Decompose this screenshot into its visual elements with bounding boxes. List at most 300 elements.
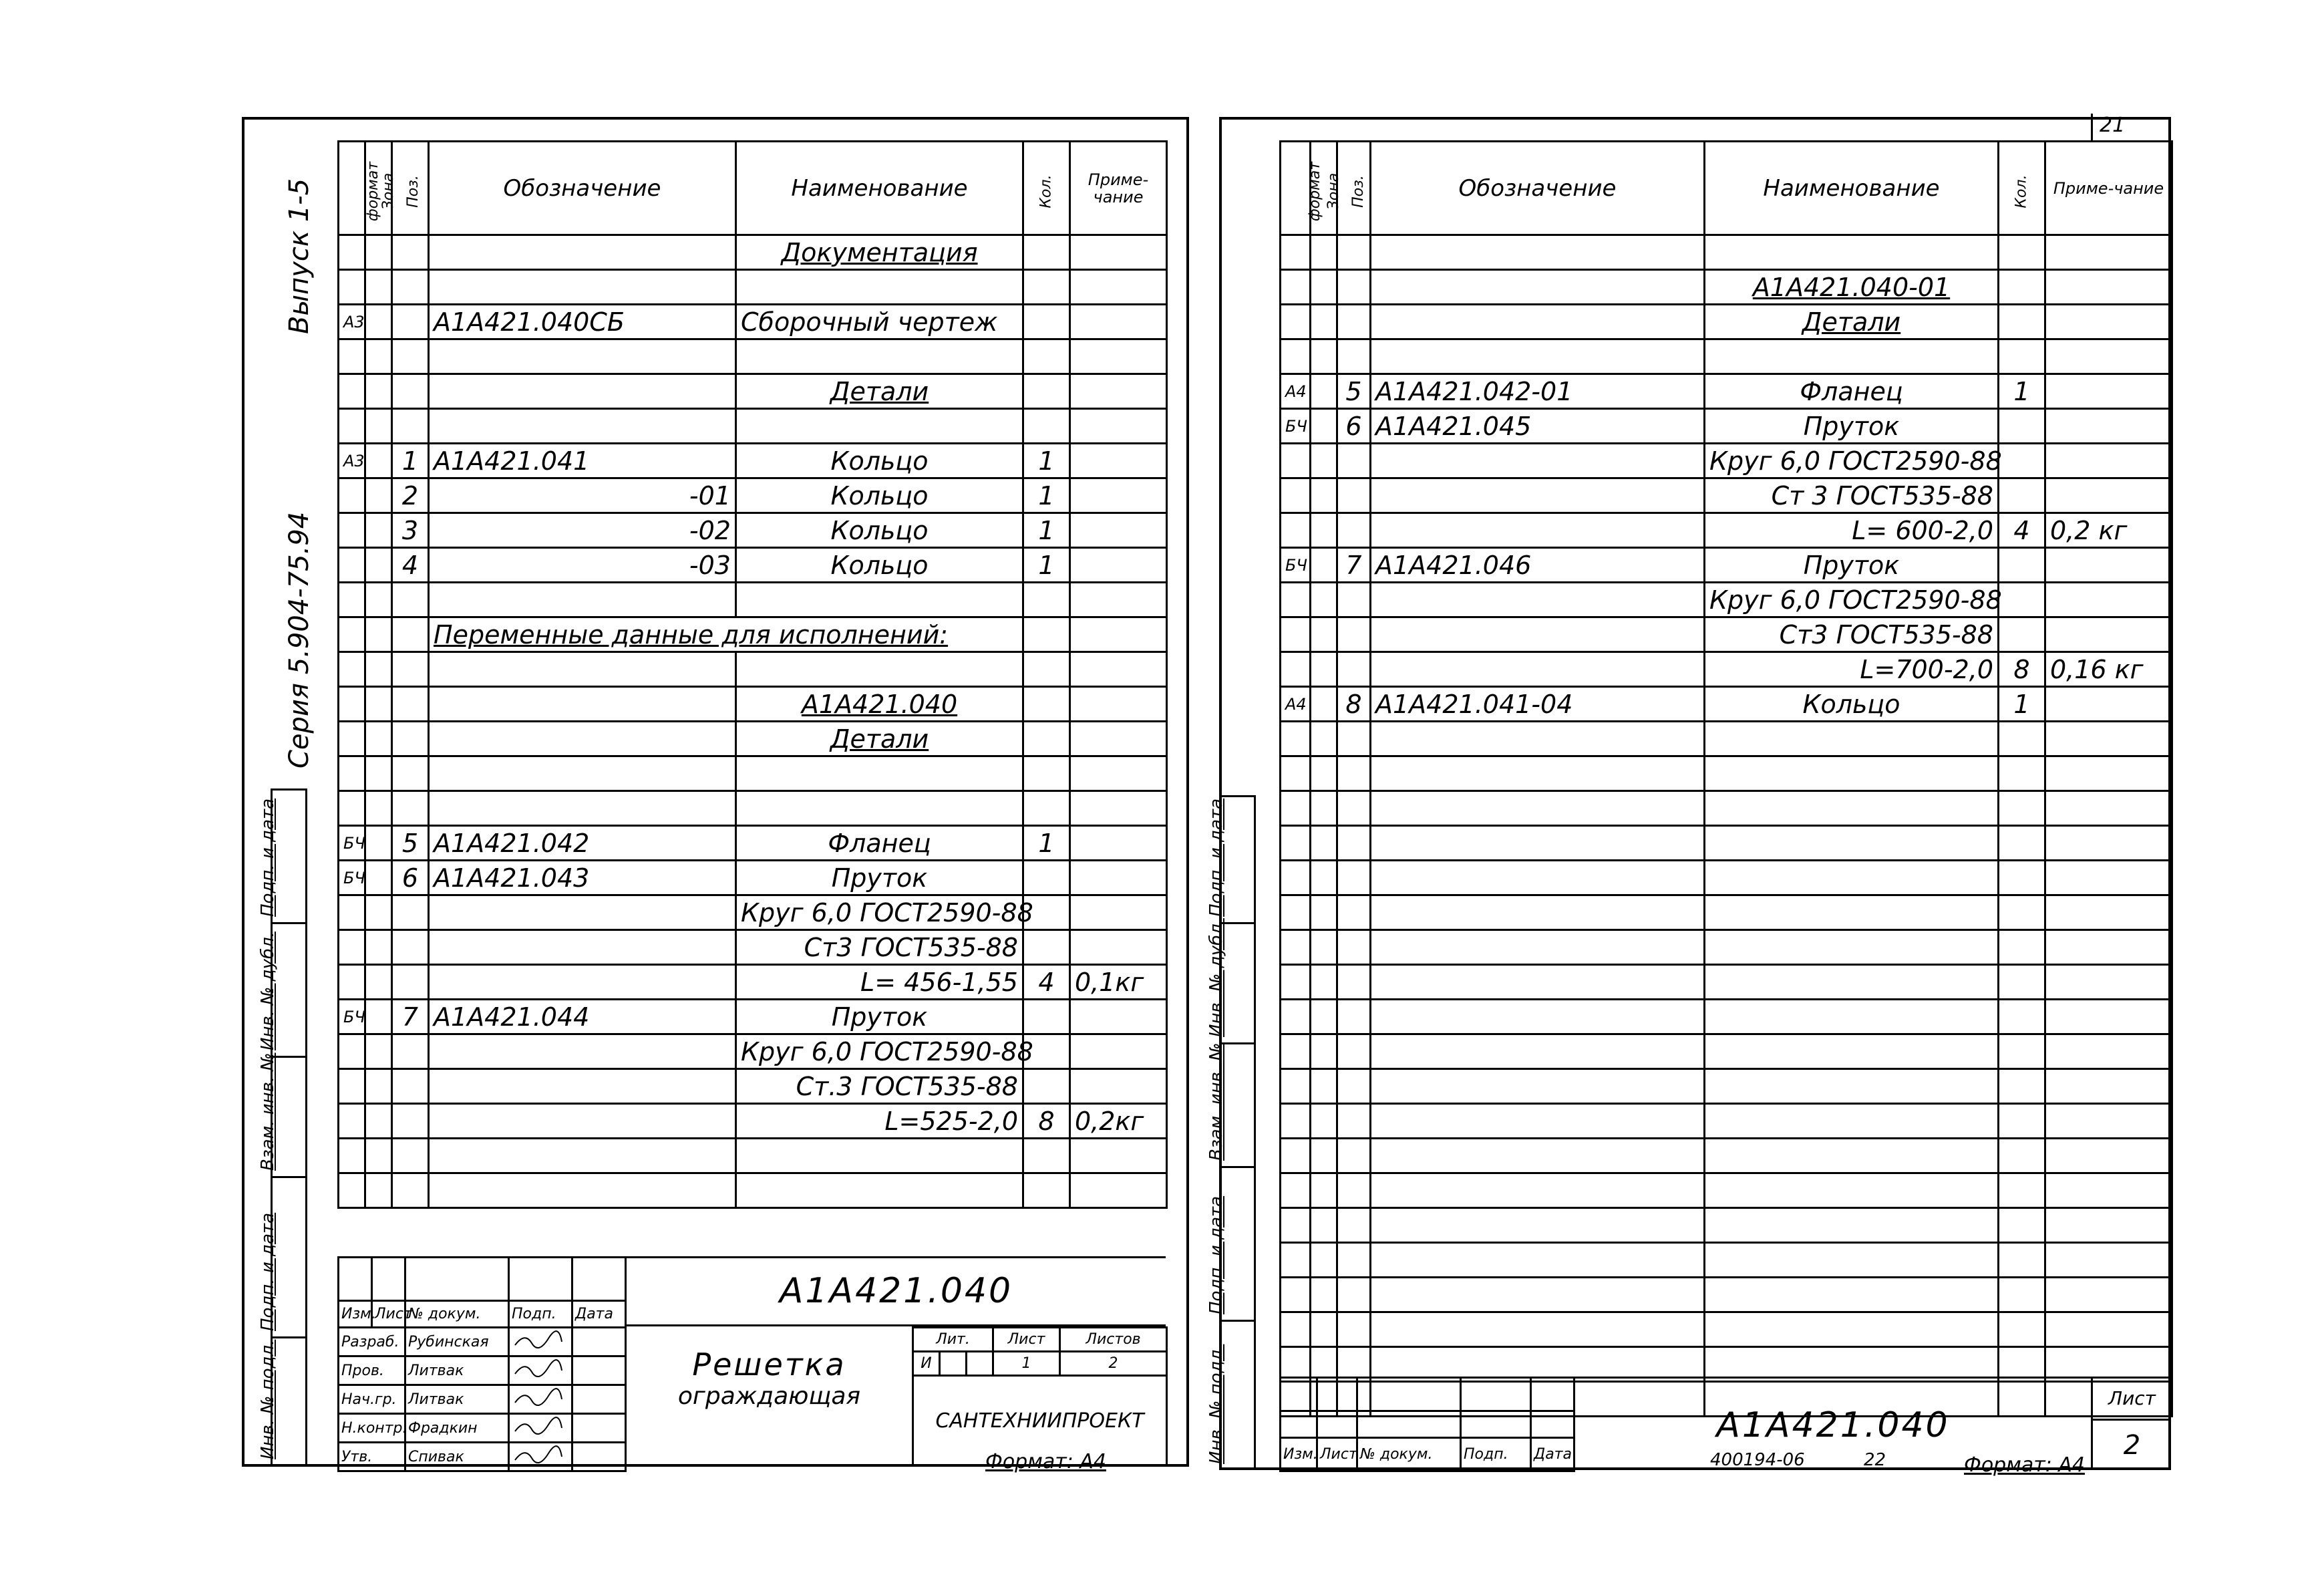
kol-cell <box>1999 861 2045 895</box>
zona-cell <box>1311 1034 1337 1069</box>
revision-header-row <box>1281 1438 1574 1471</box>
zona-cell <box>1311 374 1337 409</box>
poz-cell <box>392 722 429 756</box>
oboznachenie-cell <box>1371 1104 1705 1139</box>
kol-cell <box>1999 1243 2045 1278</box>
zona-cell <box>1311 1000 1337 1034</box>
naimenovanie-cell <box>1705 965 1999 1000</box>
kol-cell: 1 <box>1023 826 1070 861</box>
format-cell <box>1281 1104 1311 1139</box>
primechanie-cell <box>2045 270 2172 305</box>
kol-cell <box>1023 374 1070 409</box>
poz-cell: 6 <box>392 861 429 895</box>
oboznachenie-cell <box>1371 1208 1705 1243</box>
col-format: формат <box>339 142 365 235</box>
oboznachenie-cell <box>1371 756 1705 791</box>
col-kol: Кол. <box>1023 142 1070 235</box>
oboznachenie-cell <box>1371 305 1705 339</box>
format-cell <box>1281 722 1311 756</box>
kol-cell <box>1023 305 1070 339</box>
format-cell <box>339 895 365 930</box>
zona-cell <box>1311 1104 1337 1139</box>
table-row <box>1281 548 2172 583</box>
naimenovanie-cell <box>1705 1000 1999 1034</box>
table-row <box>1281 305 2172 339</box>
naimenovanie-cell <box>736 583 1023 617</box>
poz-cell: 5 <box>392 826 429 861</box>
signature-row <box>339 1385 626 1414</box>
kol-cell <box>1999 339 2045 374</box>
oboznachenie-cell <box>429 1173 736 1208</box>
kol-cell <box>1023 722 1070 756</box>
format-cell <box>1281 235 1311 270</box>
oboznachenie-cell <box>429 895 736 930</box>
kol-cell <box>1023 235 1070 270</box>
table-row <box>1281 1034 2172 1069</box>
person-name: Литвак <box>405 1356 509 1385</box>
poz-cell <box>392 1173 429 1208</box>
kol-cell <box>1023 1000 1070 1034</box>
format-cell <box>339 1034 365 1069</box>
podp-label: Подп. <box>1461 1438 1531 1471</box>
format-cell <box>1281 305 1311 339</box>
right-corner-number: 21 <box>2091 114 2164 140</box>
primechanie-cell <box>1070 1139 1167 1173</box>
zona-cell <box>1311 1173 1337 1208</box>
zona-cell <box>1311 235 1337 270</box>
poz-cell <box>1337 478 1371 513</box>
col-zona: Зона <box>365 142 392 235</box>
poz-cell <box>1337 339 1371 374</box>
format-cell <box>339 687 365 722</box>
naimenovanie-cell: Круг 6,0 ГОСТ2590-88 <box>1705 583 1999 617</box>
format-cell <box>1281 1069 1311 1104</box>
table-row <box>339 1139 1167 1173</box>
format-cell <box>339 478 365 513</box>
poz-cell <box>1337 444 1371 478</box>
naimenovanie-cell: Круг 6,0 ГОСТ2590-88 <box>736 895 1023 930</box>
zona-cell <box>1311 895 1337 930</box>
oboznachenie-cell <box>1371 1034 1705 1069</box>
kol-cell: 1 <box>1999 374 2045 409</box>
right-format-label: Формат: А4 <box>1964 1453 2085 1477</box>
primechanie-cell <box>2045 478 2172 513</box>
table-row <box>1281 965 2172 1000</box>
format-cell <box>1281 478 1311 513</box>
format-cell <box>1281 583 1311 617</box>
poz-cell <box>392 895 429 930</box>
kol-cell: 8 <box>1999 652 2045 687</box>
table-row <box>1281 444 2172 478</box>
zona-cell <box>365 409 392 444</box>
izm-label: Изм. <box>1281 1438 1317 1471</box>
right-order-number: 400194-06 <box>1710 1450 1805 1470</box>
format-cell <box>339 930 365 965</box>
primechanie-cell <box>2045 305 2172 339</box>
primechanie-cell <box>1070 756 1167 791</box>
format-cell <box>1281 444 1311 478</box>
right-doc-code: А1А421.040 <box>1573 1377 2091 1470</box>
poz-cell <box>1337 513 1371 548</box>
oboznachenie-cell: А1А421.044 <box>429 1000 736 1034</box>
doc-label: № докум. <box>405 1301 509 1328</box>
kol-cell <box>1999 1208 2045 1243</box>
left-title-block <box>337 1256 1166 1467</box>
primechanie-cell <box>1070 722 1167 756</box>
format-cell <box>339 548 365 583</box>
poz-cell <box>392 756 429 791</box>
format-cell <box>1281 1034 1311 1069</box>
naimenovanie-cell: Детали <box>736 722 1023 756</box>
oboznachenie-cell <box>1371 930 1705 965</box>
naimenovanie-cell: L= 456-1,55 <box>736 965 1023 1000</box>
naimenovanie-cell <box>1705 826 1999 861</box>
table-row <box>1281 1069 2172 1104</box>
oboznachenie-cell: А1А421.041-04 <box>1371 687 1705 722</box>
zona-cell <box>365 1000 392 1034</box>
zona-cell <box>365 965 392 1000</box>
format-cell <box>1281 965 1311 1000</box>
col-oboznachenie: Обозначение <box>429 142 736 235</box>
table-row <box>1281 1208 2172 1243</box>
oboznachenie-cell <box>1371 1069 1705 1104</box>
poz-cell <box>1337 1069 1371 1104</box>
primechanie-cell <box>2045 965 2172 1000</box>
format-cell <box>339 1069 365 1104</box>
kol-cell <box>1999 895 2045 930</box>
primechanie-cell <box>1070 861 1167 895</box>
poz-cell <box>1337 722 1371 756</box>
right-sheet-box: Лист 2 <box>2091 1377 2171 1470</box>
format-cell <box>339 374 365 409</box>
zona-cell <box>1311 513 1337 548</box>
zona-cell <box>1311 478 1337 513</box>
table-row <box>1281 687 2172 722</box>
signature-mark <box>512 1386 565 1409</box>
left-seriya-label: Серия 5.904-75.94 <box>284 511 315 768</box>
kol-cell <box>1023 930 1070 965</box>
format-cell <box>339 965 365 1000</box>
zona-cell <box>365 652 392 687</box>
format-cell <box>1281 1139 1311 1173</box>
table-row <box>339 1173 1167 1208</box>
format-cell <box>339 722 365 756</box>
kol-cell <box>1999 548 2045 583</box>
signature-mark <box>512 1443 565 1466</box>
format-cell <box>339 1139 365 1173</box>
sheets-label: Листов <box>1060 1328 1167 1352</box>
table-row <box>339 548 1167 583</box>
table-row <box>1281 1278 2172 1312</box>
podp-label: Подп. <box>509 1301 572 1328</box>
table-row <box>339 305 1167 339</box>
primechanie-cell <box>1070 826 1167 861</box>
format-cell <box>339 339 365 374</box>
kol-cell <box>1023 861 1070 895</box>
primechanie-cell: 0,1кг <box>1070 965 1167 1000</box>
date-cell <box>572 1385 626 1414</box>
poz-cell <box>392 235 429 270</box>
oboznachenie-cell: -02 <box>429 513 736 548</box>
format-cell: А4 <box>1281 687 1311 722</box>
primechanie-cell <box>2045 1312 2172 1347</box>
naimenovanie-cell <box>1705 1139 1999 1173</box>
naimenovanie-cell <box>1705 895 1999 930</box>
kol-cell: 1 <box>1023 444 1070 478</box>
left-stamp-column <box>258 788 307 1467</box>
left-spec-table <box>337 140 1168 1209</box>
primechanie-cell <box>2045 1069 2172 1104</box>
kol-cell <box>1999 826 2045 861</box>
lit-value: И <box>913 1352 940 1376</box>
primechanie-cell <box>2045 1243 2172 1278</box>
primechanie-cell <box>2045 1034 2172 1069</box>
table-row <box>1281 1243 2172 1278</box>
naimenovanie-cell <box>1705 1104 1999 1139</box>
primechanie-cell: 0,16 кг <box>2045 652 2172 687</box>
kol-cell <box>1999 1104 2045 1139</box>
oboznachenie-cell <box>429 722 736 756</box>
oboznachenie-cell <box>1371 895 1705 930</box>
kol-cell <box>1023 1069 1070 1104</box>
kol-cell: 8 <box>1023 1104 1070 1139</box>
poz-cell <box>392 1139 429 1173</box>
zona-cell <box>365 687 392 722</box>
col-poz: Поз. <box>392 142 429 235</box>
kol-cell <box>1999 270 2045 305</box>
primechanie-cell <box>2045 861 2172 895</box>
naimenovanie-cell <box>736 652 1023 687</box>
oboznachenie-cell <box>429 652 736 687</box>
table-row <box>1281 235 2172 270</box>
poz-cell <box>1337 791 1371 826</box>
table-row <box>339 1104 1167 1139</box>
zona-cell <box>365 1034 392 1069</box>
table-row <box>339 861 1167 895</box>
role-cell: Пров. <box>339 1356 405 1385</box>
table-row <box>1281 1173 2172 1208</box>
table-row <box>1281 513 2172 548</box>
signature-mark <box>512 1357 565 1380</box>
primechanie-cell <box>1070 513 1167 548</box>
naimenovanie-cell: Круг 6,0 ГОСТ2590-88 <box>736 1034 1023 1069</box>
format-cell <box>1281 1000 1311 1034</box>
naimenovanie-cell: Пруток <box>1705 548 1999 583</box>
poz-cell: 3 <box>392 513 429 548</box>
poz-cell <box>1337 1000 1371 1034</box>
primechanie-cell <box>2045 1000 2172 1034</box>
table-row <box>339 965 1167 1000</box>
primechanie-cell <box>1070 270 1167 305</box>
primechanie-cell <box>1070 1034 1167 1069</box>
format-cell: БЧ <box>339 861 365 895</box>
format-cell <box>339 756 365 791</box>
person-name: Фрадкин <box>405 1414 509 1443</box>
kol-cell <box>1999 409 2045 444</box>
zona-cell <box>1311 339 1337 374</box>
table-row <box>1281 756 2172 791</box>
zona-cell <box>365 826 392 861</box>
col-poz: Поз. <box>1337 142 1371 235</box>
left-vypusk-label: Выпуск 1-5 <box>284 178 315 334</box>
col-naimenovanie: Наименование <box>1705 142 1999 235</box>
format-cell: А3 <box>339 305 365 339</box>
table-row <box>1281 930 2172 965</box>
sheet-label: Лист <box>993 1328 1060 1352</box>
zona-cell <box>1311 861 1337 895</box>
oboznachenie-cell <box>1371 617 1705 652</box>
format-cell <box>339 1173 365 1208</box>
primechanie-cell <box>2045 756 2172 791</box>
zona-cell <box>365 1069 392 1104</box>
role-cell: Утв. <box>339 1443 405 1471</box>
table-row <box>339 235 1167 270</box>
naimenovanie-cell <box>1705 756 1999 791</box>
poz-cell <box>392 652 429 687</box>
signature-mark <box>512 1328 565 1351</box>
format-cell <box>339 583 365 617</box>
zona-cell <box>365 374 392 409</box>
kol-cell <box>1999 305 2045 339</box>
primechanie-cell <box>1070 409 1167 444</box>
zona-cell <box>1311 826 1337 861</box>
format-cell <box>1281 270 1311 305</box>
list-label: Лист <box>372 1301 405 1328</box>
signature-cell <box>509 1443 572 1471</box>
oboznachenie-cell <box>1371 1312 1705 1347</box>
zona-cell <box>365 513 392 548</box>
oboznachenie-cell: А1А421.045 <box>1371 409 1705 444</box>
stamp-label: Инв. № дубл. <box>258 931 278 1050</box>
naimenovanie-cell: Пруток <box>736 861 1023 895</box>
table-row <box>339 722 1167 756</box>
person-name: Спивак <box>405 1443 509 1471</box>
oboznachenie-cell <box>1371 1243 1705 1278</box>
primechanie-cell <box>2045 409 2172 444</box>
table-header-row <box>1281 142 2172 235</box>
primechanie-cell <box>2045 548 2172 583</box>
zona-cell <box>1311 444 1337 478</box>
left-format-label: Формат: А4 <box>985 1450 1106 1473</box>
primechanie-cell <box>1070 478 1167 513</box>
right-revision-grid <box>1279 1377 1575 1472</box>
table-row <box>1281 861 2172 895</box>
format-cell <box>1281 930 1311 965</box>
poz-cell: 8 <box>1337 687 1371 722</box>
poz-cell <box>1337 965 1371 1000</box>
oboznachenie-cell <box>429 791 736 826</box>
poz-cell <box>392 409 429 444</box>
primechanie-cell <box>1070 444 1167 478</box>
lit-label: Лит. <box>913 1328 993 1352</box>
zona-cell <box>365 548 392 583</box>
table-row <box>1281 722 2172 756</box>
table-row <box>1281 1139 2172 1173</box>
zona-cell <box>1311 1278 1337 1312</box>
zona-cell <box>1311 687 1337 722</box>
oboznachenie-cell <box>1371 1139 1705 1173</box>
naimenovanie-cell: Фланец <box>736 826 1023 861</box>
kol-cell <box>1999 1139 2045 1173</box>
oboznachenie-cell <box>1371 965 1705 1000</box>
oboznachenie-cell <box>1371 826 1705 861</box>
naimenovanie-cell: Кольцо <box>736 548 1023 583</box>
oboznachenie-cell <box>429 965 736 1000</box>
zona-cell <box>1311 930 1337 965</box>
naimenovanie-cell <box>1705 1243 1999 1278</box>
oboznachenie-cell <box>1371 513 1705 548</box>
zona-cell <box>365 791 392 826</box>
table-row <box>1281 339 2172 374</box>
table-row <box>1281 1000 2172 1034</box>
naimenovanie-cell: L=700-2,0 <box>1705 652 1999 687</box>
table-row <box>339 513 1167 548</box>
left-people-grid <box>337 1326 627 1472</box>
poz-cell <box>1337 1034 1371 1069</box>
poz-cell <box>1337 583 1371 617</box>
poz-cell: 2 <box>392 478 429 513</box>
format-cell: БЧ <box>1281 548 1311 583</box>
role-cell: Разраб. <box>339 1328 405 1356</box>
zona-cell <box>365 235 392 270</box>
oboznachenie-cell <box>429 374 736 409</box>
zona-cell <box>365 722 392 756</box>
zona-cell <box>1311 652 1337 687</box>
primechanie-cell <box>1070 548 1167 583</box>
format-cell <box>339 652 365 687</box>
naimenovanie-cell: А1А421.040 <box>736 687 1023 722</box>
format-cell <box>1281 826 1311 861</box>
kol-cell <box>1023 409 1070 444</box>
naimenovanie-cell: L= 600-2,0 <box>1705 513 1999 548</box>
naimenovanie-cell: Документация <box>736 235 1023 270</box>
zona-cell <box>1311 1312 1337 1347</box>
table-row <box>339 652 1167 687</box>
zona-cell <box>365 339 392 374</box>
zona-cell <box>1311 270 1337 305</box>
naimenovanie-cell: Ст.3 ГОСТ535-88 <box>736 1069 1023 1104</box>
person-name: Литвак <box>405 1385 509 1414</box>
format-cell <box>1281 513 1311 548</box>
poz-cell <box>1337 1312 1371 1347</box>
role-cell: Н.контр. <box>339 1414 405 1443</box>
table-row <box>339 478 1167 513</box>
oboznachenie-cell: -01 <box>429 478 736 513</box>
oboznachenie-cell: А1А421.042 <box>429 826 736 861</box>
table-row <box>339 444 1167 478</box>
table-row <box>1281 270 2172 305</box>
naimenovanie-cell: Детали <box>1705 305 1999 339</box>
left-revision-grid <box>337 1256 627 1328</box>
kol-cell: 1 <box>1023 478 1070 513</box>
primechanie-cell <box>2045 583 2172 617</box>
zona-cell <box>1311 791 1337 826</box>
primechanie-cell <box>1070 687 1167 722</box>
kol-cell <box>1999 930 2045 965</box>
kol-cell <box>1999 1034 2045 1069</box>
kol-cell <box>1023 583 1070 617</box>
naimenovanie-cell: Ст3 ГОСТ535-88 <box>736 930 1023 965</box>
oboznachenie-cell <box>429 930 736 965</box>
poz-cell: 5 <box>1337 374 1371 409</box>
left-doc-name: Решетка ограждающая <box>625 1326 912 1467</box>
naimenovanie-cell <box>1705 1069 1999 1104</box>
primechanie-cell: 0,2 кг <box>2045 513 2172 548</box>
table-row <box>339 374 1167 409</box>
poz-cell <box>392 1069 429 1104</box>
zona-cell <box>1311 1139 1337 1173</box>
oboznachenie-cell <box>429 1034 736 1069</box>
